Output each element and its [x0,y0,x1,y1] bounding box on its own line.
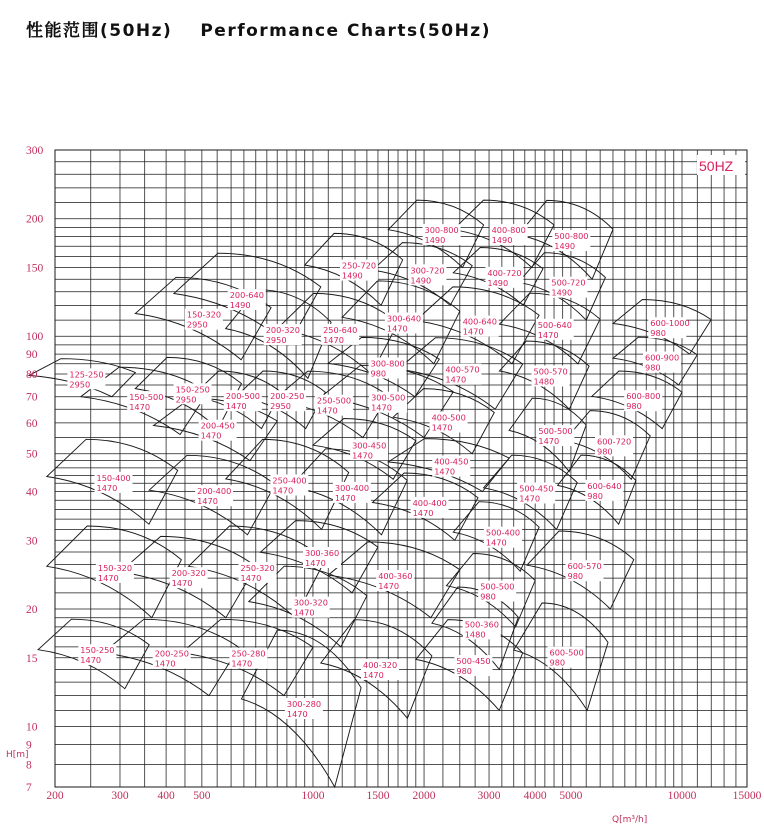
region-model-label: 200-320 [265,325,300,336]
region-label-500-360-1480 [463,618,501,639]
region-model-label: 500-800 [554,231,589,241]
region-speed-label: 980 [480,591,496,602]
region-model-label: 150-500 [129,392,164,403]
region-label-500-450-1470 [517,483,555,504]
region-speed-label: 980 [650,328,666,339]
region-model-label: 500-570 [533,366,568,377]
region-speed-label: 1470 [272,485,294,496]
region-model-label: 150-320 [97,562,133,573]
region-label-300-800-980 [369,358,407,379]
region-label-500-570-1480 [532,366,570,387]
region-label-150-320-2950 [185,309,223,330]
region-label-250-280-1470 [229,648,267,669]
y-tick-label: 8 [26,759,32,772]
region-label-300-320-1470 [292,597,330,618]
region-speed-label: 1470 [286,709,308,719]
region-label-600-500-980 [548,647,586,668]
region-label-200-250-1470 [153,648,191,669]
y-tick-label: 200 [26,213,44,226]
region-speed-label: 1490 [491,235,513,246]
region-speed-label: 1470 [334,492,356,503]
region-model-label: 250-720 [341,260,377,271]
region-speed-label: 2950 [270,401,291,412]
region-speed-label: 1470 [97,572,119,583]
region-label-200-320-1470 [170,567,208,588]
region-label-300-800-1490 [423,224,461,245]
region-speed-label: 1470 [197,496,218,507]
region-speed-label: 1490 [551,287,573,298]
region-label-600-570-980 [566,560,604,581]
region-speed-label: 1470 [537,329,559,340]
region-label-300-360-1470 [303,547,341,568]
region-label-400-640-1470 [461,316,499,337]
region-label-600-720-980 [595,435,633,456]
region-label-500-500-980 [478,581,516,602]
region-label-500-400-1470 [484,527,522,548]
region-model-label: 150-250 [175,384,210,395]
region-model-label: 600-900 [645,352,680,363]
region-model-label: 400-450 [434,456,469,467]
region-label-150-400-1470 [95,472,133,493]
region-label-150-500-1470 [127,391,165,412]
y-tick-label: 30 [26,535,38,548]
region-speed-label: 980 [597,446,613,457]
region-label-600-1000-980 [648,317,689,338]
region-model-label: 250-280 [231,648,266,659]
x-tick-label: 300 [111,790,129,802]
region-label-500-500-1470 [536,425,574,446]
region-model-label: 200-400 [197,486,232,497]
region-label-200-450-1470 [199,420,237,441]
region-model-label: 200-250 [154,648,189,659]
region-label-250-500-1470 [315,395,353,416]
region-speed-label: 1470 [412,507,434,518]
region-label-400-360-1470 [376,570,414,591]
region-model-label: 300-800 [370,358,405,369]
region-speed-label: 1480 [464,629,486,640]
region-model-label: 600-800 [626,391,661,402]
region-model-label: 500-450 [456,656,491,667]
region-label-150-250-1470 [78,644,116,665]
y-tick-label: 100 [26,331,44,344]
region-speed-label: 980 [645,362,661,373]
region-speed-label: 2950 [186,319,208,330]
region-model-label: 150-250 [80,645,115,656]
region-model-label: 250-500 [316,395,352,406]
region-model-label: 400-500 [431,412,466,423]
region-speed-label: 1470 [240,572,262,583]
region-model-label: 250-400 [272,475,307,486]
region-model-label: 200-640 [229,290,264,301]
region-label-500-800-1490 [552,230,590,251]
y-tick-label: 60 [26,417,38,430]
region-speed-label: 1470 [538,436,560,447]
region-speed-label: 2950 [175,394,197,405]
region-speed-label: 1470 [371,402,392,413]
region-speed-label: 2950 [69,379,91,390]
region-model-label: 400-640 [462,316,497,327]
region-speed-label: 1470 [225,401,247,412]
region-speed-label: 1480 [533,376,555,387]
region-model-label: 200-250 [270,391,305,402]
x-tick-label: 5000 [559,790,583,802]
x-tick-label: 400 [157,790,175,802]
x-axis-title: Q[m³/h] [612,815,648,825]
y-tick-label: 10 [26,721,38,734]
region-model-label: 600-640 [587,480,622,491]
region-speed-label: 1470 [293,607,315,618]
x-tick-label: 1000 [301,790,325,802]
region-model-label: 500-720 [551,277,586,288]
region-speed-label: 1470 [96,482,118,493]
region-speed-label: 1470 [231,658,253,669]
frequency-badge: 50HZ [699,158,734,174]
region-speed-label: 1470 [200,430,222,441]
region-label-200-250-2950 [268,390,306,411]
region-speed-label: 1490 [410,275,432,286]
y-tick-label: 50 [26,448,38,461]
region-model-label: 300-640 [386,313,422,324]
x-tick-label: 3000 [477,790,501,802]
region-model-label: 150-320 [186,309,222,320]
region-speed-label: 1490 [229,300,251,311]
region-model-label: 125-250 [69,369,104,380]
region-model-label: 400-360 [378,571,413,581]
region-model-label: 500-360 [464,619,499,630]
region-model-label: 600-1000 [650,318,690,329]
region-model-label: 400-800 [491,225,526,236]
y-tick-label: 70 [26,391,38,404]
region-model-label: 150-400 [96,472,131,483]
region-speed-label: 1470 [323,334,344,345]
x-tick-label: 10000 [667,790,697,802]
region-model-label: 250-640 [323,324,358,335]
region-model-label: 200-500 [225,391,261,402]
region-model-label: 300-280 [286,699,322,709]
region-model-label: 400-400 [412,497,447,508]
region-label-400-720-1490 [485,267,523,288]
region-label-300-500-1470 [369,392,407,413]
region-model-label: 500-500 [538,426,573,437]
region-speed-label: 1490 [341,270,363,281]
region-model-label: 500-640 [537,319,572,330]
region-speed-label: 1470 [519,493,541,504]
region-model-label: 500-450 [519,483,554,494]
region-speed-label: 980 [626,401,642,412]
y-tick-label: 90 [26,349,38,362]
region-speed-label: 1470 [171,578,193,589]
region-label-500-720-1490 [549,277,587,298]
region-model-label: 500-500 [480,581,515,592]
title-chinese: 性能范围(50Hz) [26,21,173,41]
region-model-label: 200-320 [171,568,206,579]
region-label-200-400-1470 [195,485,233,506]
region-label-600-800-980 [624,390,662,411]
region-label-600-640-980 [585,480,623,501]
region-model-label: 400-570 [445,364,480,375]
region-speed-label: 980 [370,368,387,379]
region-model-label: 600-500 [549,647,584,658]
region-speed-label: 980 [456,666,473,677]
region-label-400-320-1470 [361,659,399,680]
x-tick-labels [46,790,761,802]
region-speed-label: 1470 [316,405,338,416]
region-label-600-900-980 [643,352,681,373]
title-english: Performance Charts(50Hz) [200,21,491,41]
region-model-label: 300-720 [410,265,445,276]
region-label-200-320-2950 [264,324,302,345]
region-label-400-500-1470 [430,412,468,433]
region-speed-label: 1470 [445,374,467,385]
y-tick-label: 20 [26,604,38,617]
region-speed-label: 1470 [154,658,176,669]
region-label-400-450-1470 [432,456,470,477]
region-label-250-320-1470 [239,562,277,583]
region-speed-label: 980 [567,571,584,582]
region-label-500-640-1470 [536,319,574,340]
region-model-label: 600-720 [597,436,632,447]
x-tick-label: 2000 [412,790,436,802]
region-speed-label: 2950 [265,335,287,346]
region-label-300-450-1470 [350,439,388,460]
region-label-500-450-980 [454,655,492,676]
region-label-400-570-1470 [443,364,481,385]
region-speed-label: 1470 [386,323,408,334]
region-speed-label: 1470 [363,670,384,680]
region-model-label: 300-320 [293,597,328,608]
region-model-label: 250-320 [240,562,275,573]
region-speed-label: 1470 [378,581,400,591]
region-model-label: 600-570 [567,561,602,572]
region-speed-label: 1470 [431,422,453,433]
region-model-label: 500-400 [485,527,521,538]
region-label-300-280-1470 [285,698,323,719]
region-label-250-400-1470 [270,475,308,496]
region-model-label: 300-400 [334,482,370,493]
region-label-400-800-1490 [490,224,528,245]
region-model-label: 300-500 [371,392,406,403]
y-tick-label: 15 [26,652,38,665]
y-tick-labels [26,145,44,794]
region-speed-label: 1470 [305,558,326,568]
y-tick-label: 300 [26,145,44,157]
y-tick-label: 40 [26,486,38,499]
region-speed-label: 1470 [80,655,102,666]
y-tick-label: 9 [26,739,32,752]
region-label-250-640-1470 [321,324,359,345]
y-tick-label: 7 [26,782,32,794]
region-label-200-640-1490 [228,289,266,310]
region-model-label: 300-360 [305,548,340,558]
region-speed-label: 1490 [487,277,509,288]
region-model-label: 400-320 [363,660,398,670]
y-tick-label: 80 [26,369,38,382]
region-model-label: 300-800 [424,225,459,236]
region-label-150-320-1470 [96,562,134,583]
region-speed-label: 1470 [462,326,484,337]
region-label-125-250-2950 [67,368,105,389]
y-tick-label: 150 [26,262,44,275]
region-speed-label: 980 [549,657,566,668]
region-speed-label: 1470 [434,466,456,477]
region-model-label: 400-720 [487,267,522,278]
region-speed-label: 1490 [424,235,446,246]
x-tick-label: 4000 [523,790,547,802]
region-label-300-400-1470 [333,482,371,503]
region-speed-label: 980 [587,490,603,501]
region-model-label: 200-450 [200,420,235,431]
region-label-200-500-1470 [224,390,262,411]
x-tick-label: 15000 [732,790,762,802]
region-label-400-400-1470 [411,497,449,518]
region-label-250-720-1490 [340,260,378,281]
region-speed-label: 1490 [554,241,576,251]
region-speed-label: 1470 [352,450,373,461]
region-label-150-250-2950 [174,383,212,404]
x-tick-label: 200 [46,790,64,802]
x-tick-label: 500 [193,790,211,802]
region-label-300-640-1470 [385,313,423,334]
region-speed-label: 1470 [485,537,507,548]
x-tick-label: 1500 [366,790,390,802]
region-model-label: 300-450 [352,440,387,451]
region-speed-label: 1470 [129,402,151,413]
region-label-300-720-1490 [408,264,446,285]
y-axis-title: H[m] [6,750,29,760]
plot-background [55,150,747,787]
